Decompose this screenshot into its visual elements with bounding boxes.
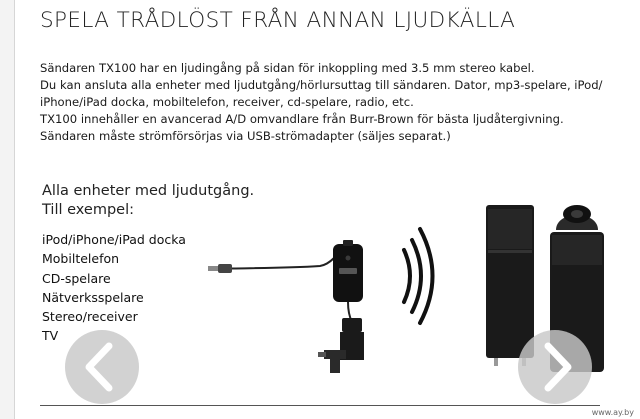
chevron-right-icon bbox=[518, 330, 592, 404]
power-adapter-icon bbox=[318, 318, 364, 373]
devices-heading-line: Till exempel: bbox=[42, 202, 134, 218]
watermark-text: www.ay.by bbox=[591, 408, 634, 417]
paragraph-line: iPhone/iPad docka, mobiltelefon, receiver, cd-spelare, radio, etc. bbox=[40, 95, 414, 109]
audio-jack-icon bbox=[208, 258, 334, 273]
next-page-button[interactable] bbox=[518, 330, 592, 404]
device-item: Stereo/receiver bbox=[42, 309, 138, 325]
paragraph-line: TX100 innehåller en avancerad A/D omvandlare från Burr-Brown för bästa ljudåtergivning. bbox=[40, 112, 564, 126]
device-item: iPod/iPhone/iPad docka bbox=[42, 232, 186, 247]
devices-heading-line: Alla enheter med ljudutgång. bbox=[42, 183, 255, 199]
paragraph-line: Sändaren måste strömförsörjas via USB-strömadapter (säljes separat.) bbox=[40, 129, 451, 143]
page-title: SPELA TRÅDLÖST FRÅN ANNAN LJUDKÄLLA bbox=[40, 8, 516, 33]
device-item: CD-spelare bbox=[42, 270, 111, 286]
device-item: Nätverksspelare bbox=[42, 289, 144, 305]
paragraph-line: Du kan ansluta alla enheter med ljudutgång/hörlursuttag till sändaren. Dator, mp3-spelare, iPod/ bbox=[40, 78, 603, 92]
wireless-waves-icon bbox=[404, 229, 433, 323]
device-item: Mobiltelefon bbox=[42, 251, 120, 267]
transmitter-icon bbox=[333, 240, 363, 322]
device-item: TV bbox=[42, 328, 59, 344]
previous-page-button[interactable] bbox=[65, 330, 139, 404]
bottom-divider bbox=[40, 405, 600, 406]
paragraph-line: Sändaren TX100 har en ljudingång på sidan för inkoppling med 3.5 mm stereo kabel. bbox=[40, 61, 535, 75]
chevron-left-icon bbox=[65, 330, 139, 404]
